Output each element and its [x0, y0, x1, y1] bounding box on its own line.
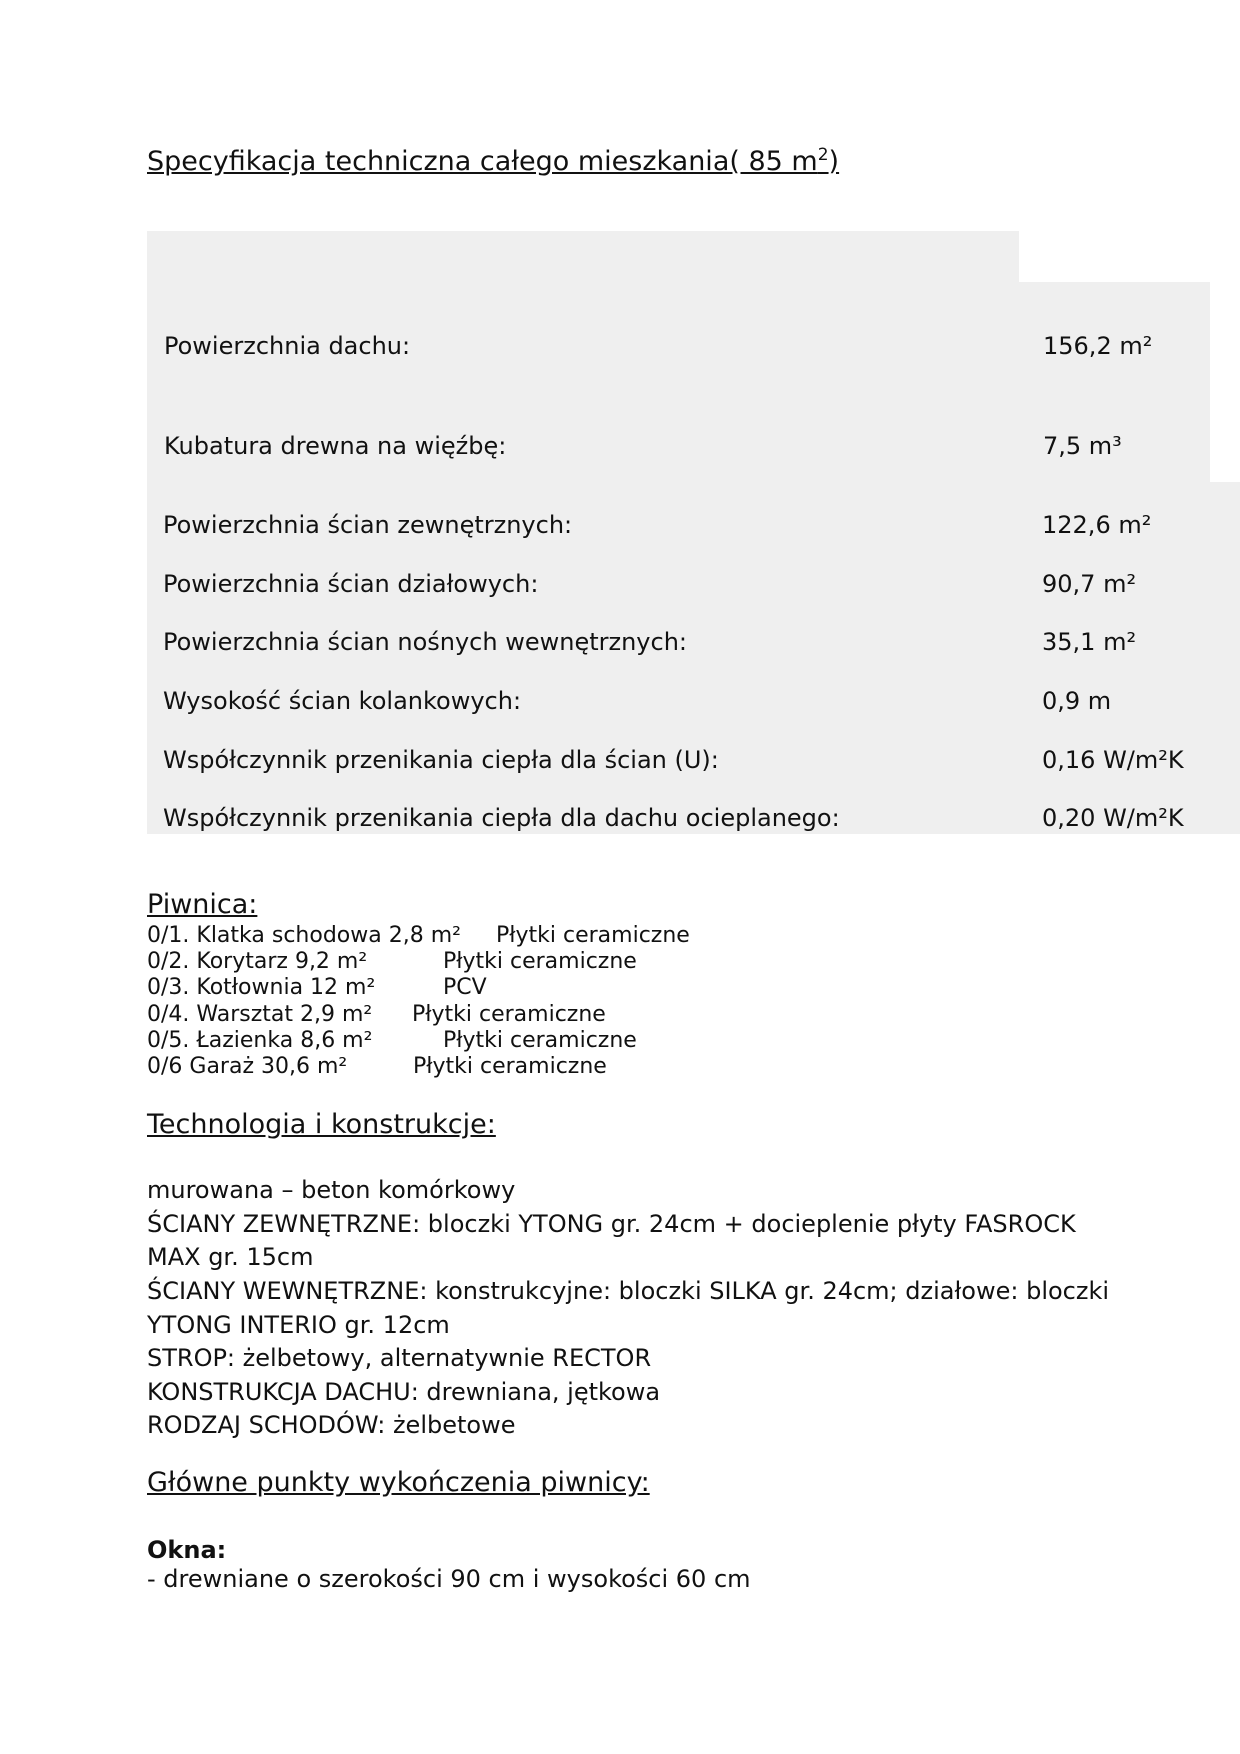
room-row [147, 975, 487, 1000]
room-name: 0/4. Warsztat 2,9 m² [147, 1002, 373, 1027]
room-name: 0/2. Korytarz 9,2 m² [147, 949, 368, 974]
technology-line: murowana – beton komórkowy [147, 1176, 516, 1204]
finishing-heading: Główne punkty wykończenia piwnicy: [147, 1467, 650, 1498]
room-row [147, 949, 637, 974]
room-finish: Płytki ceramiczne [443, 949, 637, 974]
room-name: 0/6 Garaż 30,6 m² [147, 1054, 348, 1079]
spec-value: 35,1 m² [1042, 628, 1137, 656]
windows-heading: Okna: [147, 1536, 227, 1564]
spec-value: 90,7 m² [1042, 570, 1137, 598]
spec-label: Wysokość ścian kolankowych: [163, 687, 522, 715]
spec-label: Powierzchnia ścian nośnych wewnętrznych: [163, 628, 687, 656]
technology-heading: Technologia i konstrukcje: [147, 1109, 496, 1140]
spec-label: Kubatura drewna na więźbę: [164, 432, 507, 460]
room-finish: Płytki ceramiczne [496, 923, 690, 948]
spec-label: Powierzchnia ścian działowych: [163, 570, 539, 598]
spec-label: Powierzchnia dachu: [164, 332, 411, 360]
technology-line: ŚCIANY ZEWNĘTRZNE: bloczki YTONG gr. 24cm + docieplenie płyty FASROCK [147, 1210, 1076, 1238]
technology-line: KONSTRUKCJA DACHU: drewniana, jętkowa [147, 1378, 661, 1406]
room-row [147, 1028, 637, 1053]
room-finish: Płytki ceramiczne [412, 1002, 606, 1027]
spec-label: Współczynnik przenikania ciepła dla ścian (U): [163, 746, 719, 774]
document-title: Specyfikacja techniczna całego mieszkania( 85 $m^2$) [147, 145, 840, 177]
technology-line: YTONG INTERIO gr. 12cm [147, 1311, 450, 1339]
room-finish: Płytki ceramiczne [413, 1054, 607, 1079]
technology-line: STROP: żelbetowy, alternatywnie RECTOR [147, 1344, 652, 1372]
room-finish: Płytki ceramiczne [443, 1028, 637, 1053]
basement-heading: Piwnica: [147, 889, 258, 920]
room-finish: PCV [443, 975, 487, 1000]
room-row [147, 923, 690, 948]
windows-line: - drewniane o szerokości 90 cm i wysokości 60 cm [147, 1565, 751, 1593]
spec-value: 0,20 W/m²K [1042, 804, 1184, 832]
technology-line: RODZAJ SCHODÓW: żelbetowe [147, 1411, 516, 1439]
room-row [147, 1054, 607, 1079]
spec-label: Powierzchnia ścian zewnętrznych: [163, 511, 573, 539]
room-row [147, 1002, 606, 1027]
room-name: 0/1. Klatka schodowa 2,8 m² [147, 923, 461, 948]
spec-value: 0,9 m [1042, 687, 1112, 715]
spec-value: 0,16 W/m²K [1042, 746, 1184, 774]
room-name: 0/3. Kotłownia 12 m² [147, 975, 376, 1000]
technology-line: ŚCIANY WEWNĘTRZNE: konstrukcyjne: bloczki SILKA gr. 24cm; działowe: bloczki [147, 1277, 1110, 1305]
spec-value: 156,2 m² [1043, 332, 1153, 360]
technology-line: MAX gr. 15cm [147, 1243, 314, 1271]
room-name: 0/5. Łazienka 8,6 m² [147, 1028, 373, 1053]
spec-value: 7,5 m³ [1043, 432, 1122, 460]
spec-label: Współczynnik przenikania ciepła dla dachu ocieplanego: [163, 804, 840, 832]
spec-value: 122,6 m² [1042, 511, 1152, 539]
